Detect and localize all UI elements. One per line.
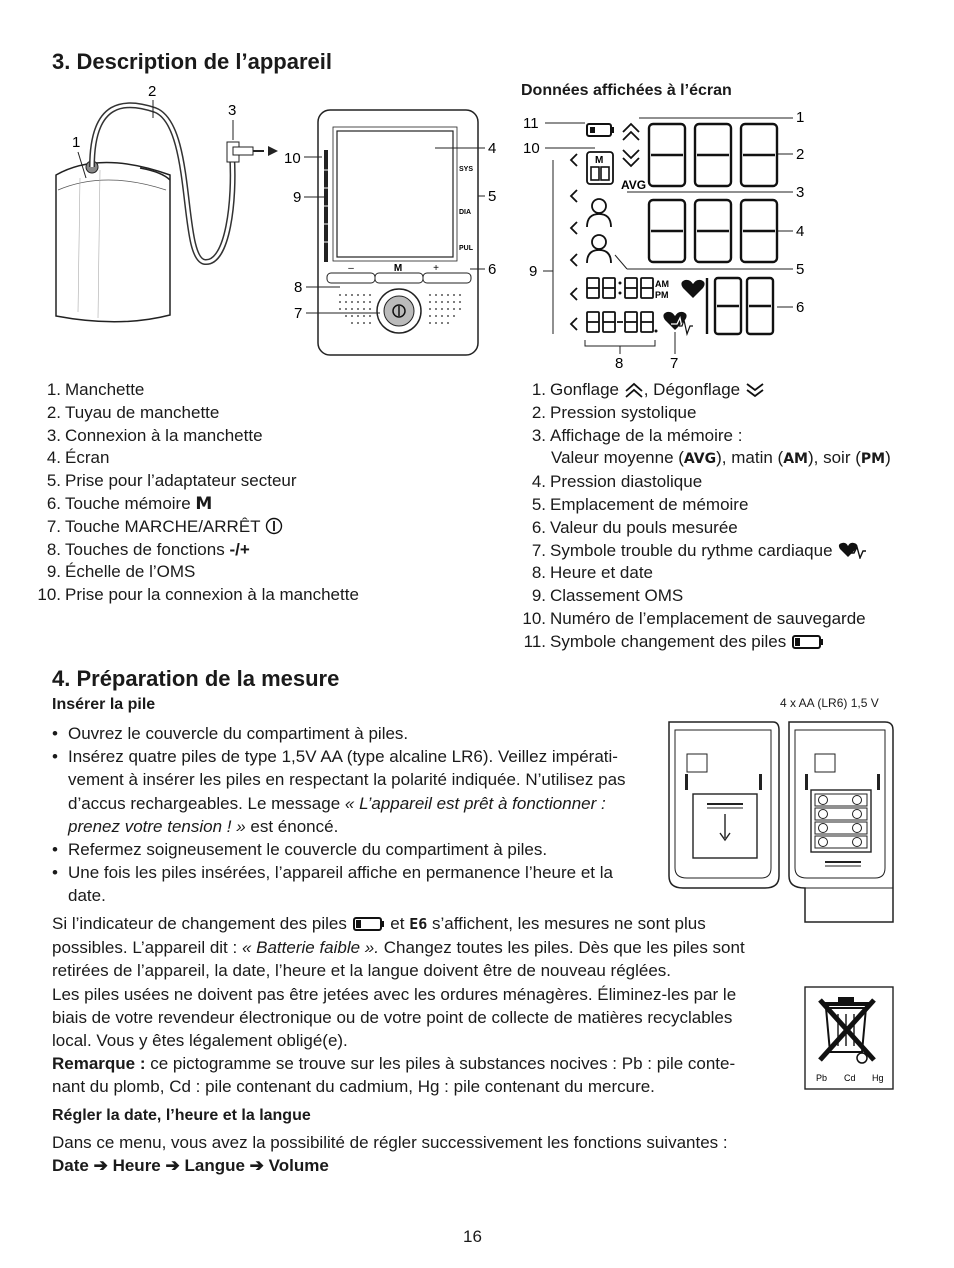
list-item: 1. Gonflage , Dégonflage [516, 379, 891, 402]
systolic-digits [649, 124, 777, 186]
list-item: 11. Symbole changement des piles [516, 631, 891, 654]
device-illustration [40, 80, 520, 370]
bin-label-pb: Pb [816, 1073, 828, 1083]
page-number: 16 [463, 1227, 482, 1246]
callout-1: 1 [72, 134, 81, 151]
callout-9: 9 [293, 189, 302, 206]
battery-warning-paragraph: Si l’indicateur de changement des piles et E6 s’affichent, les mesures ne sont plus possibles. L’appareil dit : « Batterie faible ». Changez toutes les piles. Dès que les piles sont retirées de l’appareil, la date, l’heure et la langue doivent être de nouveau réglées. Les piles usées ne doivent pas être jetées avec les ordures ménagères. Éliminez-les par le biais de votre revendeur électronique ou de votre point de collecte de matières recyclables local. Vous y êtes légalement obligé(e). Remarque : ce pictogramme se trouve sur les piles à substances nocives : Pb : pile conte- nant du plomb, Cd : pile contenant du cadmium, Hg : pile contenant du mercure. [52, 914, 745, 1097]
list-item: 4. Écran [46, 448, 110, 468]
lcd-am-label: AM [655, 279, 669, 289]
lcd-callout-9: 9 [529, 263, 538, 280]
lcd-callout-8: 8 [615, 355, 624, 372]
callout-7: 7 [294, 305, 303, 322]
list-item: • Insérez quatre piles de type 1,5V AA (type alcaline LR6). Veillez impérati- vement à insérer les piles en respectant la polarité indiquée. N’utilisez pas d’accus rechargeables. Le message « L’appareil est prêt à fonctionner : prenez votre tension ! » est énoncé. [52, 745, 662, 838]
battery-icon [352, 916, 386, 932]
display-items-list [516, 379, 891, 654]
button-memory-label: M [393, 263, 403, 274]
list-item: 10. Prise pour la connexion à la manchette [37, 585, 359, 605]
list-item: 6. Valeur du pouls mesurée [531, 517, 738, 537]
battery-instructions [52, 722, 662, 908]
user-1-icon [587, 199, 611, 227]
list-item: 5. Prise pour l’adaptateur secteur [46, 471, 297, 491]
lcd-avg-label: AVG [621, 178, 647, 192]
inflate-icon [623, 124, 639, 140]
callout-2: 2 [148, 83, 157, 100]
date-digits [587, 312, 653, 332]
list-item: 3. Connexion à la manchette [46, 425, 263, 445]
list-item: 8. Touches de fonctions -/+ [46, 539, 250, 559]
function-keys-symbol: -/+ [229, 539, 250, 559]
list-item: 4. Pression diastolique [531, 472, 703, 492]
battery-heading: Insérer la pile [52, 696, 156, 713]
battery-compartment-illustration [665, 712, 900, 932]
bin-label-cd: Cd [844, 1073, 856, 1083]
device-parts-list [30, 379, 359, 607]
memory-key-symbol: M [195, 493, 213, 514]
list-item: 9. Échelle de l’OMS [46, 562, 196, 582]
settings-sequence: Date ➔ Heure ➔ Langue ➔ Volume [52, 1156, 329, 1175]
power-icon [265, 517, 283, 535]
battery-icon [791, 634, 825, 650]
list-item: • Ouvrez le couvercle du compartiment à piles. [52, 722, 662, 745]
list-item-continuation: Valeur moyenne (AVG), matin (AM), soir (PM) [551, 448, 891, 468]
arrhythmia-icon [837, 541, 867, 559]
callout-6: 6 [488, 261, 497, 278]
crossed-bin-icon [804, 986, 894, 1090]
lcd-callout-4: 4 [796, 223, 805, 240]
lcd-callout-1: 1 [796, 109, 805, 126]
lcd-m-label: M [595, 155, 604, 166]
callout-3: 3 [228, 102, 237, 119]
list-item: 2. Pression systolique [531, 402, 697, 422]
deflate-icon [745, 382, 765, 398]
screen-pul-label: PUL [459, 245, 473, 252]
list-item: 6. Touche mémoire M [46, 493, 213, 514]
error-code-e6: E6 [409, 915, 428, 933]
date-text: Dans ce menu, vous avez la possibilité de régler successivement les fonctions suivantes : [52, 1133, 728, 1152]
arrhythmia-icon [663, 312, 693, 334]
list-item: 3. Affichage de la mémoire : [531, 425, 743, 445]
heart-icon [681, 280, 704, 298]
time-digits [587, 278, 653, 298]
list-item: • Refermez soigneusement le couvercle du compartiment à piles. [52, 838, 662, 861]
lcd-callout-3: 3 [796, 184, 805, 201]
list-item: 1. Manchette [46, 380, 145, 399]
lcd-pm-label: PM [655, 290, 669, 300]
callout-8: 8 [294, 279, 303, 296]
screen-dia-label: DIA [459, 209, 472, 216]
lcd-callout-5: 5 [796, 261, 805, 278]
button-plus-label: + [433, 263, 439, 274]
button-minus [327, 273, 375, 283]
screen-sys-label: SYS [459, 166, 474, 173]
button-memory [375, 273, 423, 283]
button-plus [423, 273, 471, 283]
date-heading: Régler la date, l’heure et la langue [52, 1107, 311, 1124]
lcd-callout-10: 10 [523, 140, 540, 157]
lcd-callout-6: 6 [796, 299, 805, 316]
who-chevrons [571, 154, 577, 330]
callout-10: 10 [284, 150, 301, 167]
callout-5: 5 [488, 188, 497, 205]
user-2-icon [587, 235, 611, 263]
bin-label-hg: Hg [872, 1073, 884, 1083]
lcd-callout-2: 2 [796, 146, 805, 163]
list-item: 8. Heure et date [531, 563, 654, 583]
list-item: 5. Emplacement de mémoire [531, 494, 749, 514]
section-3-title: 3. Description de l’appareil [52, 49, 332, 74]
lcd-callout-11: 11 [523, 115, 539, 132]
pulse-digits [707, 278, 773, 334]
list-item: 10. Numéro de l’emplacement de sauvegarde [522, 608, 866, 628]
inflate-icon [624, 382, 644, 398]
list-item: • Une fois les piles insérées, l’appareil affiche en permanence l’heure et la date. [52, 861, 662, 907]
section-4-title: 4. Préparation de la mesure [52, 666, 340, 691]
list-item: 2. Tuyau de manchette [46, 402, 220, 422]
list-item: 9. Classement OMS [531, 586, 684, 606]
lcd-callout-7: 7 [670, 355, 679, 372]
lcd-display-illustration [515, 102, 815, 372]
callout-4: 4 [488, 140, 497, 157]
deflate-icon [623, 150, 639, 166]
monitor-screen [337, 131, 453, 257]
list-item: 7. Touche MARCHE/ARRÊT [30, 516, 359, 539]
display-title: Données affichées à l’écran [521, 82, 732, 99]
button-minus-label: – [348, 263, 354, 274]
diastolic-digits [649, 200, 777, 262]
battery-caption: 4 x AA (LR6) 1,5 V [780, 696, 879, 710]
list-item: 7. Symbole trouble du rythme cardiaque [516, 540, 891, 563]
